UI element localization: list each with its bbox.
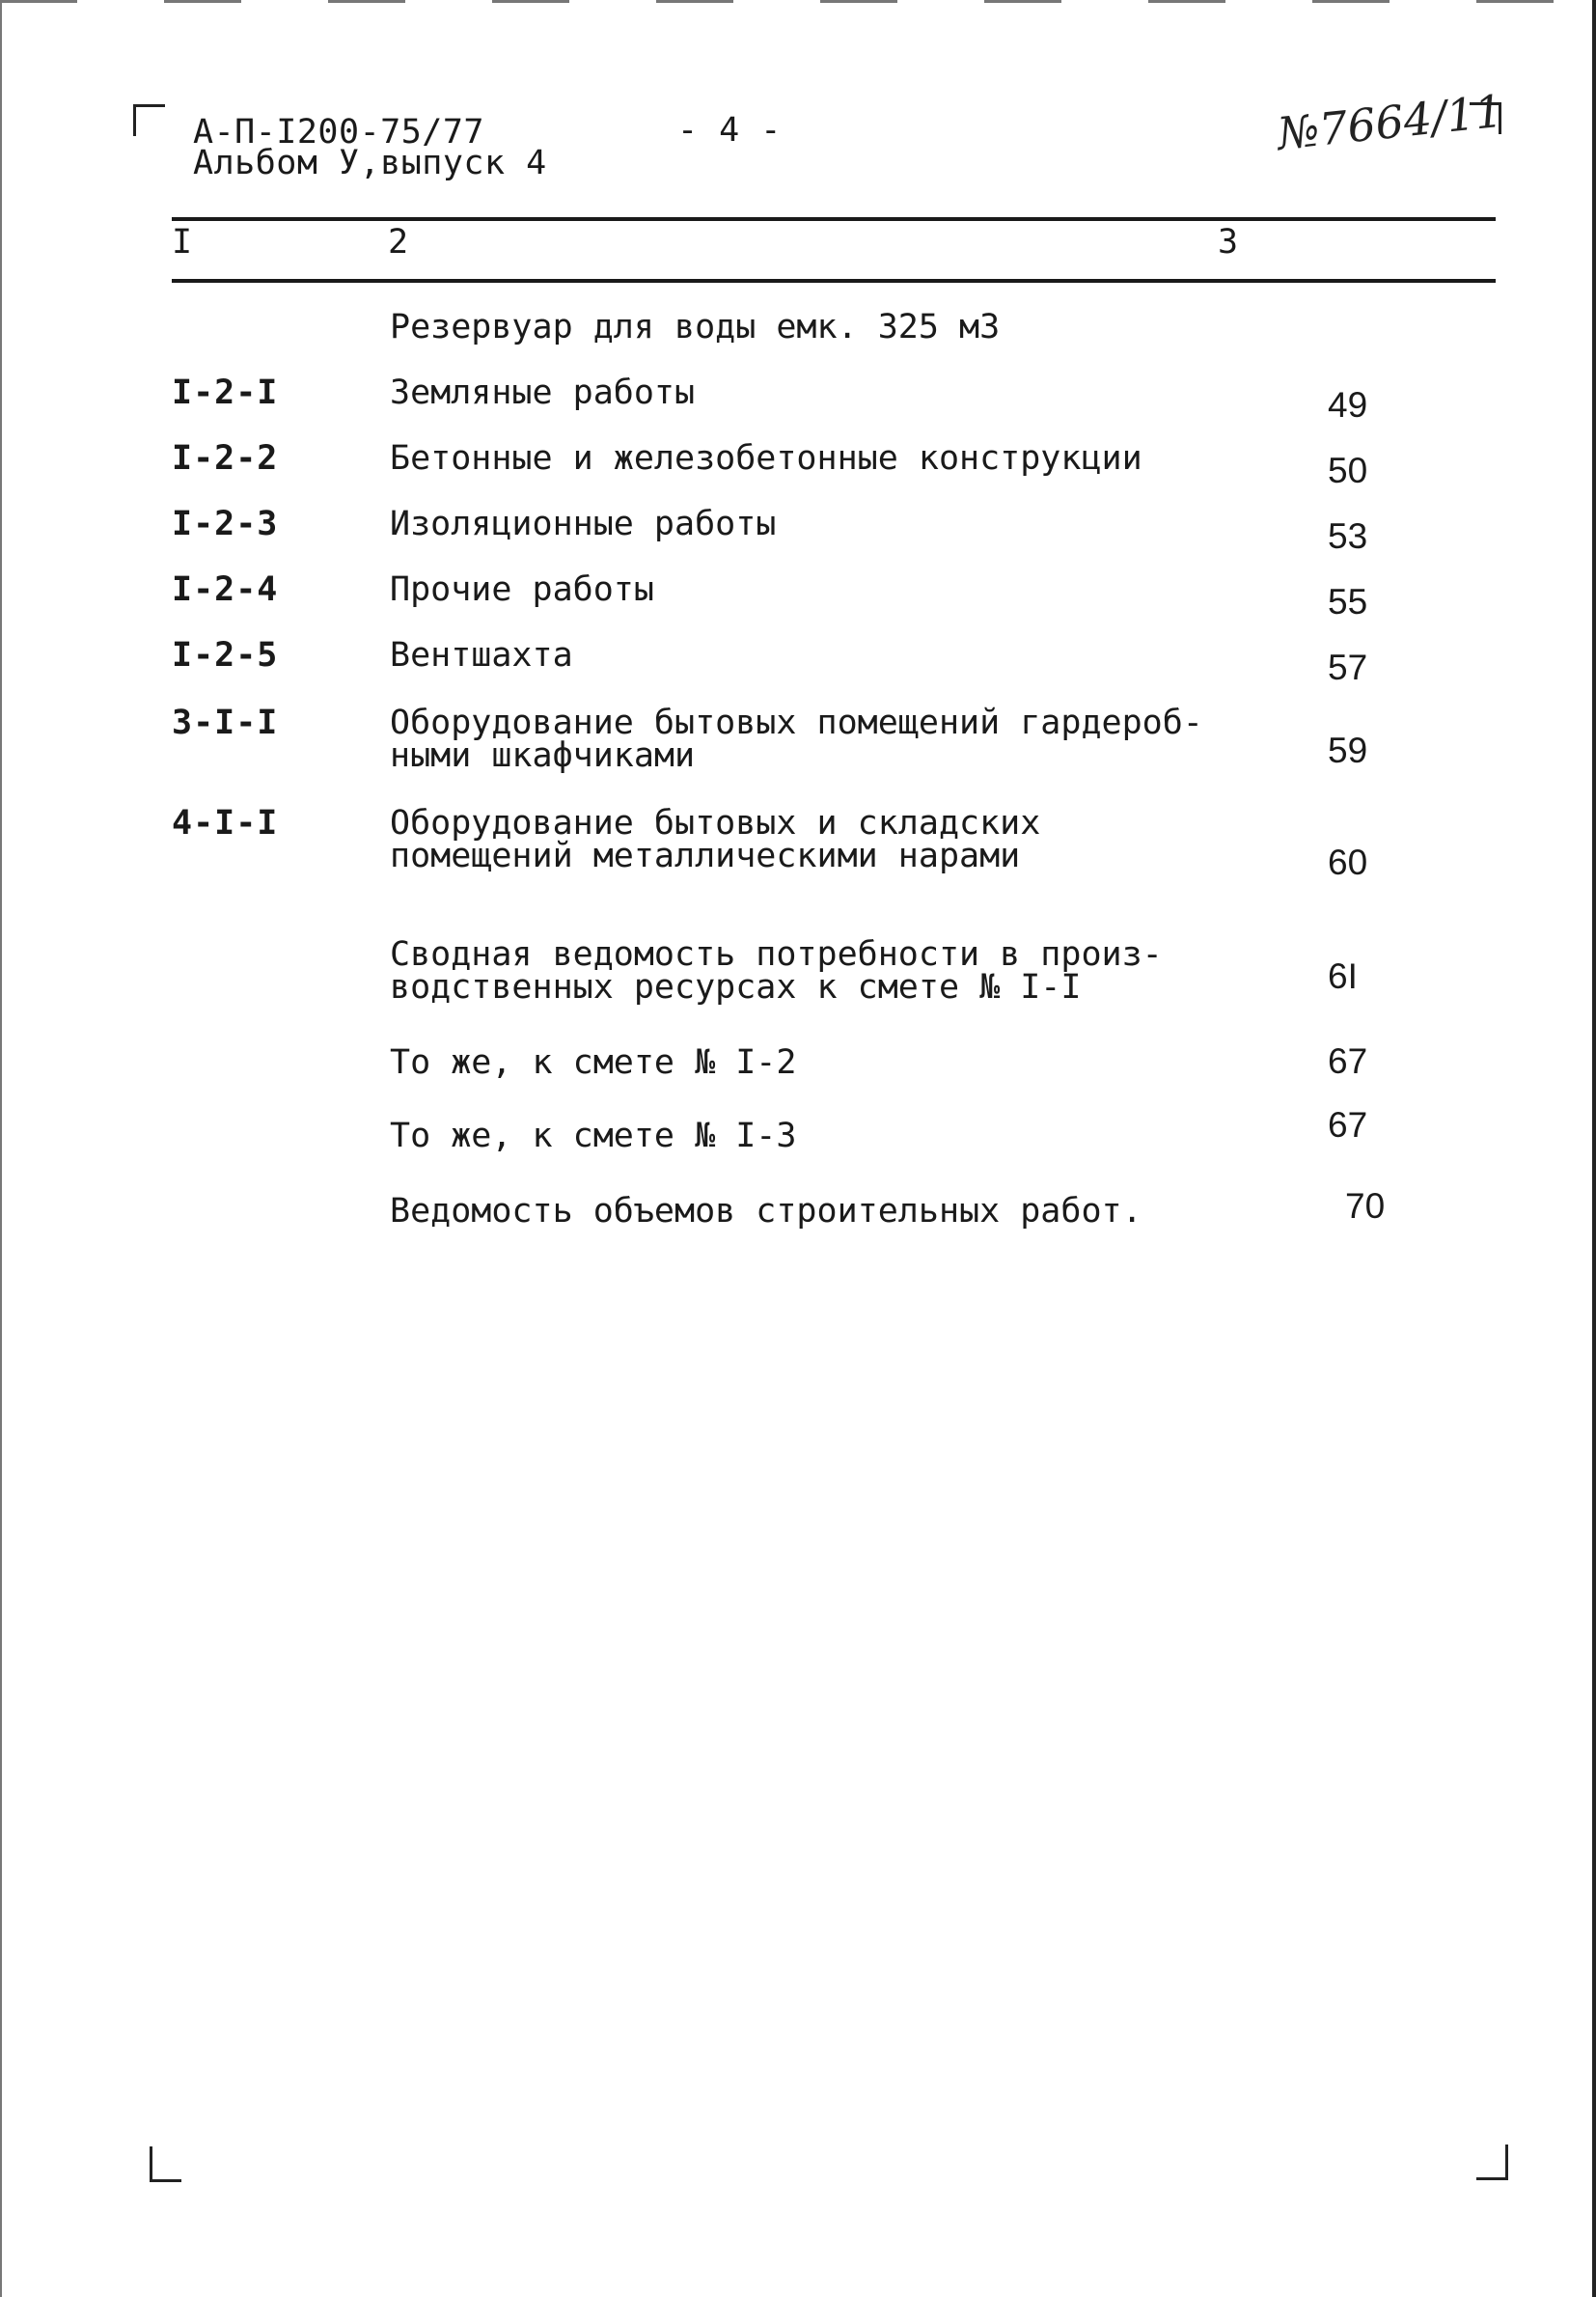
row-code: I-2-4 bbox=[172, 570, 279, 609]
page-edge-right bbox=[1592, 0, 1596, 2297]
row-page: 67 bbox=[1328, 1105, 1368, 1145]
row-code: I-2-5 bbox=[172, 636, 279, 675]
row-title: Бетонные и железобетонные конструкции bbox=[390, 439, 1142, 478]
row-code: 4-I-I bbox=[172, 804, 279, 843]
row-title: Ведомость объемов строительных работ. bbox=[390, 1192, 1142, 1231]
row-title: Изоляционные работы bbox=[390, 505, 777, 543]
row-code: 3-I-I bbox=[172, 704, 279, 742]
row-title: Прочие работы bbox=[390, 570, 654, 609]
row-page: 57 bbox=[1328, 648, 1368, 687]
row-page: 49 bbox=[1328, 385, 1368, 425]
table-top-rule bbox=[172, 217, 1496, 221]
row-title: Вентшахта bbox=[390, 636, 573, 675]
row-title-line-2: помещений металлическими нарами bbox=[390, 837, 1021, 875]
album-issue: Альбом У,выпуск 4 bbox=[193, 144, 547, 182]
table-header-rule bbox=[172, 279, 1496, 283]
document-code: А-П-I200-75/77 bbox=[193, 113, 485, 152]
page-edge-left bbox=[0, 0, 2, 2297]
row-page: 59 bbox=[1328, 731, 1368, 770]
row-page: 55 bbox=[1328, 582, 1368, 622]
row-title-line-2: водственных ресурсах к смете № I-I bbox=[390, 968, 1082, 1007]
column-header-2: 2 bbox=[388, 223, 409, 262]
archive-number-handwritten: №7664/11 bbox=[1275, 84, 1506, 160]
row-title-line-1: Сводная ведомость потребности в произ- bbox=[390, 935, 1163, 974]
row-title-line-2: ными шкафчиками bbox=[390, 736, 696, 775]
row-title: То же, к смете № I-2 bbox=[390, 1043, 797, 1082]
row-title: То же, к смете № I-3 bbox=[390, 1117, 797, 1155]
section-title: Резервуар для воды емк. 325 м3 bbox=[390, 308, 1001, 346]
column-header-1: I bbox=[172, 223, 193, 262]
row-page: 53 bbox=[1328, 516, 1368, 556]
row-page: 67 bbox=[1328, 1041, 1368, 1081]
row-page: 50 bbox=[1328, 451, 1368, 490]
row-title-line-1: Оборудование бытовых и складских bbox=[390, 804, 1041, 843]
page-number: - 4 - bbox=[677, 111, 782, 150]
crop-mark-bottom-right bbox=[1476, 2145, 1508, 2180]
row-page: 6I bbox=[1328, 956, 1358, 996]
row-code: I-2-3 bbox=[172, 505, 279, 543]
page-edge-top bbox=[0, 0, 1596, 3]
row-title: Земляные работы bbox=[390, 374, 696, 412]
crop-mark-top-left bbox=[133, 104, 165, 136]
row-title-line-1: Оборудование бытовых помещений гардероб- bbox=[390, 704, 1203, 742]
row-page: 70 bbox=[1345, 1186, 1386, 1226]
crop-mark-bottom-left bbox=[150, 2146, 181, 2182]
row-code: I-2-2 bbox=[172, 439, 279, 478]
row-page: 60 bbox=[1328, 843, 1368, 882]
row-code: I-2-I bbox=[172, 374, 279, 412]
column-header-3: 3 bbox=[1218, 223, 1239, 262]
